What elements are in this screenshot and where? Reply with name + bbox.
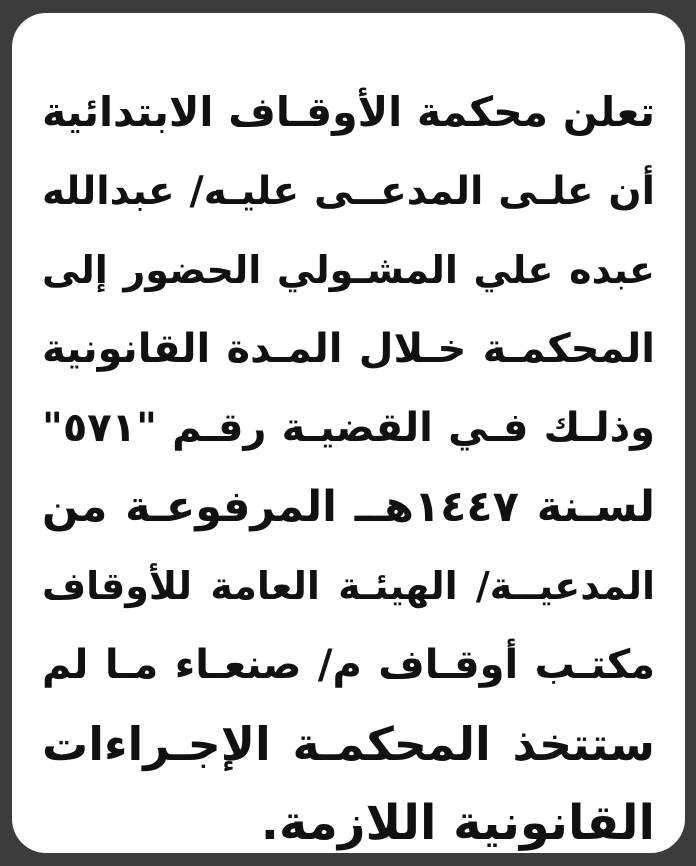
- notice-line: مكتـب أوقـاف م/ صنعـاء مـا لم: [42, 642, 655, 688]
- notice-line: أن علـى المدعــى عليـه/ عبدالله: [42, 169, 655, 214]
- notice-line: القانونية اللازمة.: [260, 795, 655, 851]
- notice-line: ستتخذ المحكمـة الإجـراءات: [42, 717, 655, 771]
- notice-text: [42, 73, 655, 863]
- notice-line: وذلـك فـي القضيـة رقـم "٥٧١": [42, 405, 655, 451]
- notice-panel: [12, 13, 685, 853]
- notice-line: عبده علي المشـولي الحضور إلى: [42, 248, 655, 292]
- notice-line: المدعيــة/ الهيئـة العامة للأوقاف: [42, 564, 655, 608]
- notice-line: تعلن محكمة الأوقـاف الابتدائية: [42, 88, 655, 136]
- notice-line: المحكمـة خـلال المـدة القانونية: [42, 326, 655, 372]
- notice-line: لسـنة ١٤٤٧هــ المرفوعـة من: [42, 482, 655, 532]
